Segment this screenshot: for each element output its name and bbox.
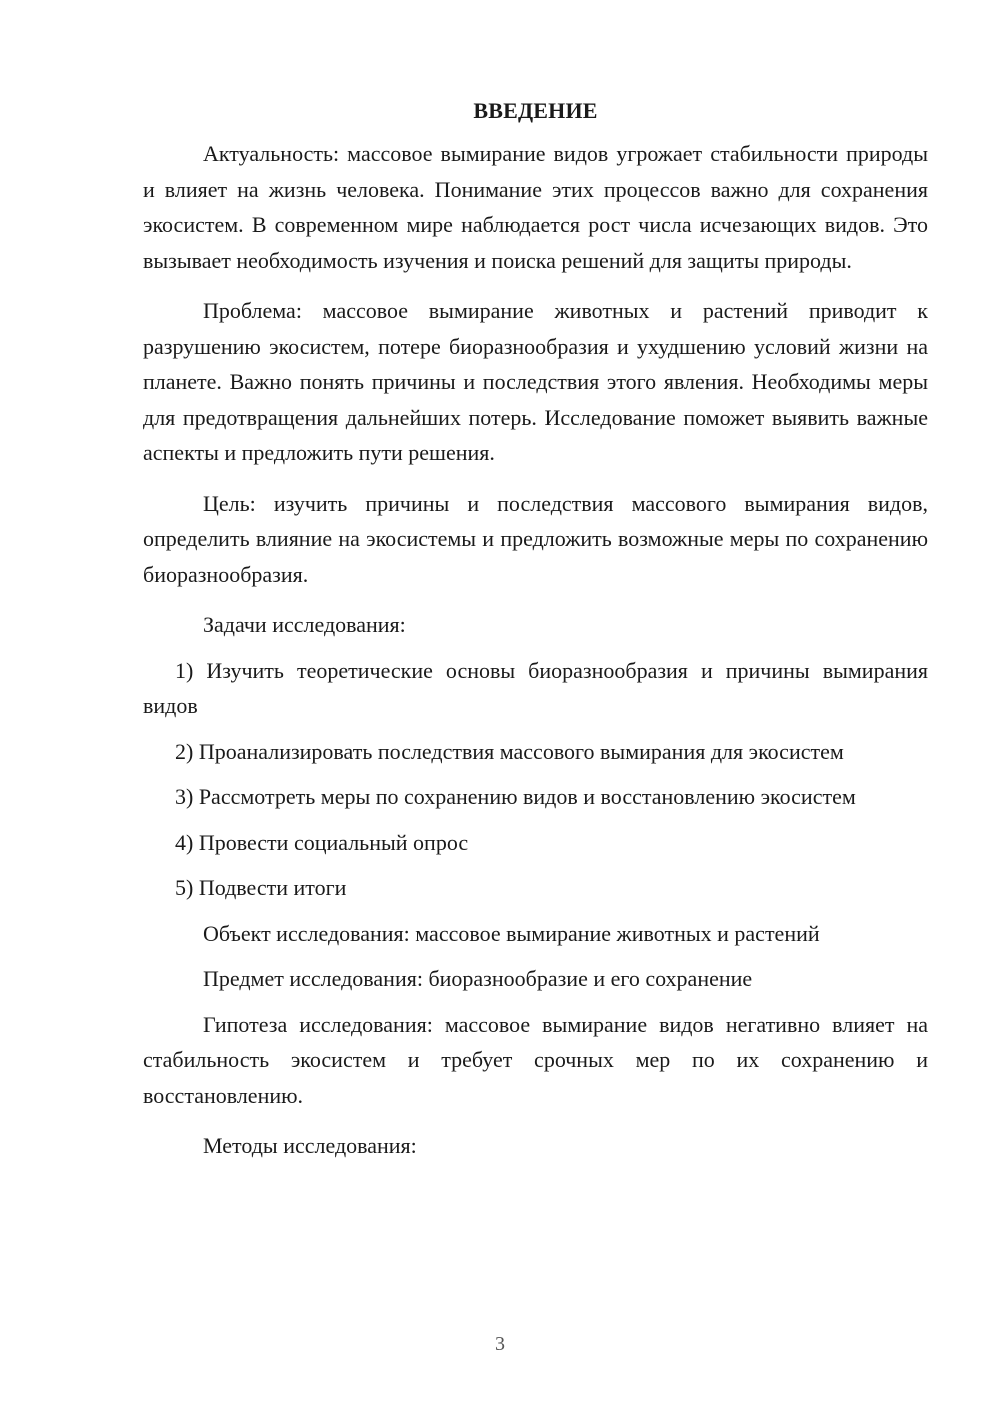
task-item: 4) Провести социальный опрос bbox=[175, 829, 469, 855]
paragraph-problem: Проблема: массовое вымирание животных и растений приводит к разрушению экосистем, потере биоразнообразия и ухудшению условий жизни на планете. Важно понять причины и последствия этого явления. Необходимы меры для предотвращения дальнейших потерь. Исследование поможет выявить важные аспекты и предложить пути решения. bbox=[143, 298, 928, 465]
task-item: 2) Проанализировать последствия массового вымирания для экосистем bbox=[175, 738, 844, 764]
tasks-heading: Задачи исследования: bbox=[203, 612, 406, 637]
task-item: 3) Рассмотреть меры по сохранению видов и восстановлению экосистем bbox=[175, 784, 856, 809]
paragraph-object: Объект исследования: массовое вымирание животных и растений bbox=[203, 920, 820, 946]
paragraph-relevance: Актуальность: массовое вымирание видов угрожает стабильности природы и влияет на жизнь человека. Понимание этих процессов важно для сохранения экосистем. В современном мире наблюдается рост числа исчезающих видов. Это вызывает необходимость изучения и поиска решений для защиты природы. bbox=[143, 141, 928, 273]
page-number: 3 bbox=[495, 1333, 505, 1355]
paragraph-hypothesis: Гипотеза исследования: массовое вымирание видов негативно влияет на стабильность экосистем и требует срочных мер по их сохранению и восстановлению. bbox=[143, 1011, 928, 1108]
document-page bbox=[143, 96, 928, 1179]
paragraph-subject: Предмет исследования: биоразнообразие и его сохранение bbox=[203, 966, 753, 991]
paragraph-goal: Цель: изучить причины и последствия массового вымирания видов, определить влияние на экосистемы и предложить возможные меры по сохранению биоразнообразия. bbox=[143, 490, 928, 587]
methods-heading: Методы исследования: bbox=[203, 1133, 417, 1158]
document-title: ВВЕДЕНИЕ bbox=[473, 98, 598, 123]
task-item: 1) Изучить теоретические основы биоразнообразия и причины вымирания видов bbox=[143, 657, 928, 718]
task-list bbox=[143, 653, 928, 906]
task-item: 5) Подвести итоги bbox=[175, 875, 347, 900]
